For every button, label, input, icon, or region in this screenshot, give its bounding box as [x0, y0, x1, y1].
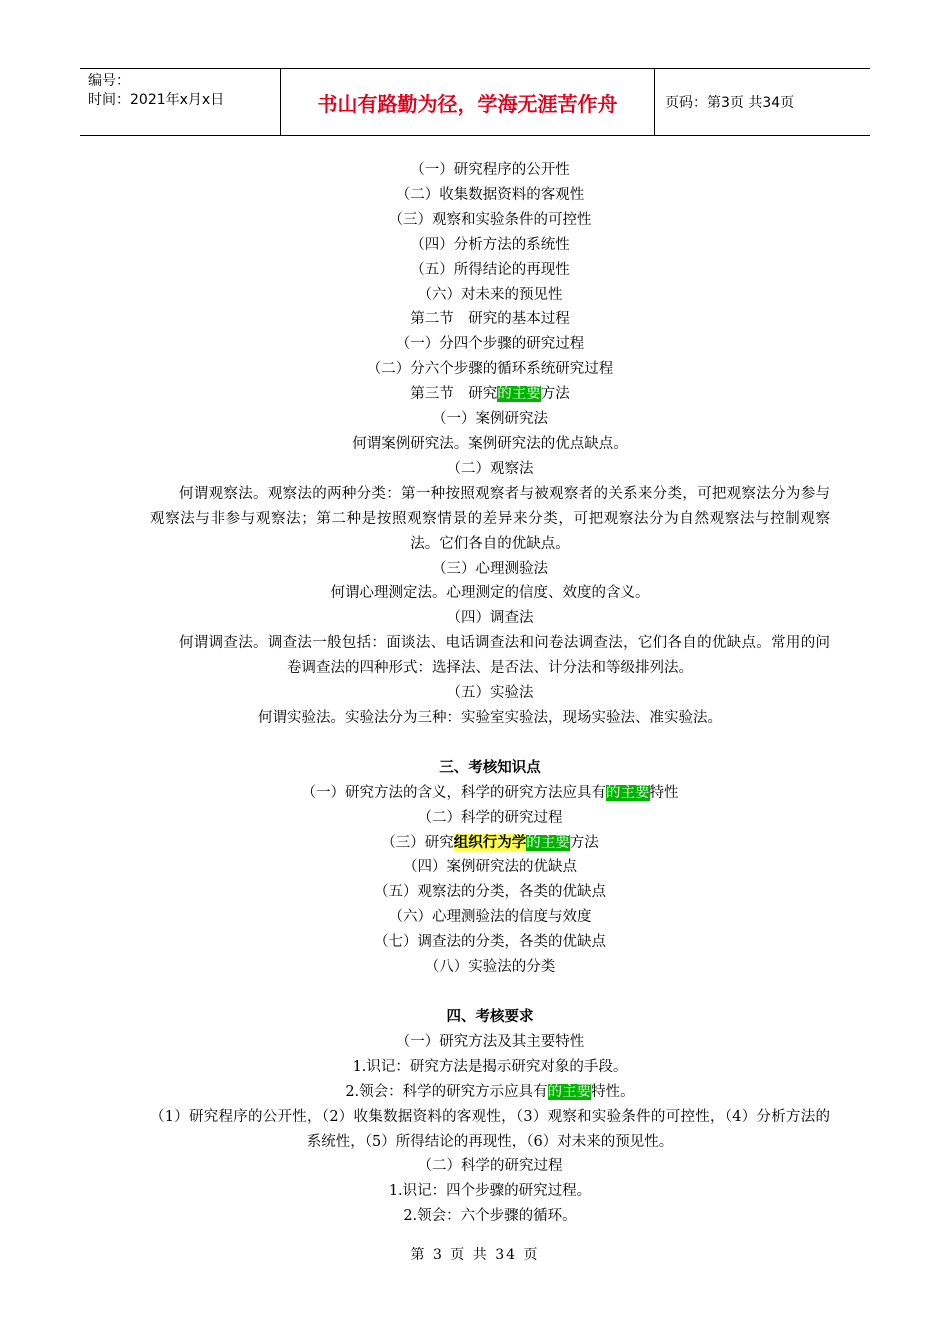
text-line: （一）研究方法及其主要特性 [395, 1033, 585, 1050]
text-line: （二）收集数据资料的客观性 [395, 186, 585, 203]
text-line: （四）案例研究法的优缺点 [403, 859, 577, 876]
header-number-label: 编号： [88, 73, 130, 89]
page-header [80, 68, 870, 136]
text-line: 何谓实验法。实验法分为三种：实验室实验法，现场实验法、准实验法。 [258, 709, 722, 726]
text-line: （一）案例研究法 [432, 411, 548, 428]
text-fragment: 特性。 [591, 1083, 635, 1100]
text-line: （五）所得结论的再现性 [410, 261, 570, 278]
text-line: （一）研究程序的公开性 [410, 162, 570, 178]
section-title: 四、考核要求 [446, 1009, 534, 1025]
section-title: 三、考核知识点 [439, 759, 541, 776]
text-fragment: 方法 [569, 834, 599, 851]
header-page-info: 页码：第3页 共34页 [665, 95, 795, 111]
highlight-green: 的主要 [526, 834, 570, 851]
text-line: （一）分四个步骤的研究过程 [395, 336, 585, 353]
text-fragment: （一）研究方法的含义，科学的研究方法应具有 [301, 784, 606, 801]
header-time-label: 时间：2021年x月x日 [88, 92, 225, 108]
text-fragment: 特性 [649, 784, 679, 801]
text-line: 1.识记：四个步骤的研究过程。 [388, 1183, 592, 1200]
text-line [150, 781, 830, 806]
text-line: （二）科学的研究过程 [417, 809, 563, 826]
header-motto: 书山有路勤为径，学海无涯苦作舟 [281, 69, 655, 135]
highlight-yellow: 组织行为学 [453, 833, 527, 851]
text-line: （四）调查法 [446, 610, 534, 627]
text-line: （五）观察法的分类，各类的优缺点 [374, 884, 606, 901]
paragraph: 何谓调查法。调查法一般包括：面谈法、电话调查法和问卷法调查法，它们各自的优缺点。常用的问卷调查法的四种形式：选择法、是否法、计分法和等级排列法。 [179, 635, 830, 677]
text-line: （五）实验法 [446, 685, 534, 702]
text-line: （七）调查法的分类，各类的优缺点 [374, 934, 606, 951]
text-line: （六）对未来的预见性 [417, 286, 563, 303]
text-line: （三）心理测验法 [432, 560, 548, 577]
header-meta [80, 69, 281, 135]
spacer [150, 731, 830, 756]
page-footer: 第 3 页 共 34 页 [410, 1247, 540, 1263]
text-line: 何谓案例研究法。案例研究法的优点缺点。 [352, 435, 628, 452]
document-body [150, 158, 830, 1229]
text-fragment: 方法 [540, 386, 570, 403]
text-line: 何谓心理测定法。心理测定的信度、效度的含义。 [330, 585, 650, 602]
text-line: （二）观察法 [446, 460, 534, 477]
text-line: （三）观察和实验条件的可控性 [388, 211, 592, 228]
text-line [150, 1080, 830, 1105]
highlight-green: 的主要 [606, 784, 650, 801]
text-fragment: 2.领会：科学的研究方示应具有 [345, 1083, 548, 1100]
text-line: （二）分六个步骤的循环系统研究过程 [366, 361, 614, 378]
text-fragment: 第三节 研究 [410, 386, 498, 403]
text-line [150, 831, 830, 856]
highlight-green: 的主要 [497, 386, 541, 403]
text-line: 1.识记：研究方法是揭示研究对象的手段。 [352, 1058, 628, 1075]
text-line: （八）实验法的分类 [424, 959, 556, 976]
highlight-green: 的主要 [547, 1083, 592, 1100]
text-line: （二）科学的研究过程 [417, 1158, 563, 1175]
section-heading: 第二节 研究的基本过程 [410, 311, 570, 328]
text-fragment: （三）研究 [381, 834, 454, 851]
spacer [150, 980, 830, 1005]
paragraph: （1）研究程序的公开性，（2）收集数据资料的客观性，（3）观察和实验条件的可控性，（4）分析方法的系统性，（5）所得结论的再现性，（6）对未来的预见性。 [150, 1108, 830, 1150]
text-line: （六）心理测验法的信度与效度 [388, 909, 592, 926]
text-line: 2.领会：六个步骤的循环。 [403, 1208, 577, 1225]
paragraph: 何谓观察法。观察法的两种分类：第一种按照观察者与被观察者的关系来分类，可把观察法分为参与观察法与非参与观察法；第二种是按照观察情景的差异来分类，可把观察法分为自然观察法与控制观察法。它们各自的优缺点。 [150, 485, 830, 552]
text-line: （四）分析方法的系统性 [410, 236, 570, 253]
section-heading [150, 382, 830, 407]
